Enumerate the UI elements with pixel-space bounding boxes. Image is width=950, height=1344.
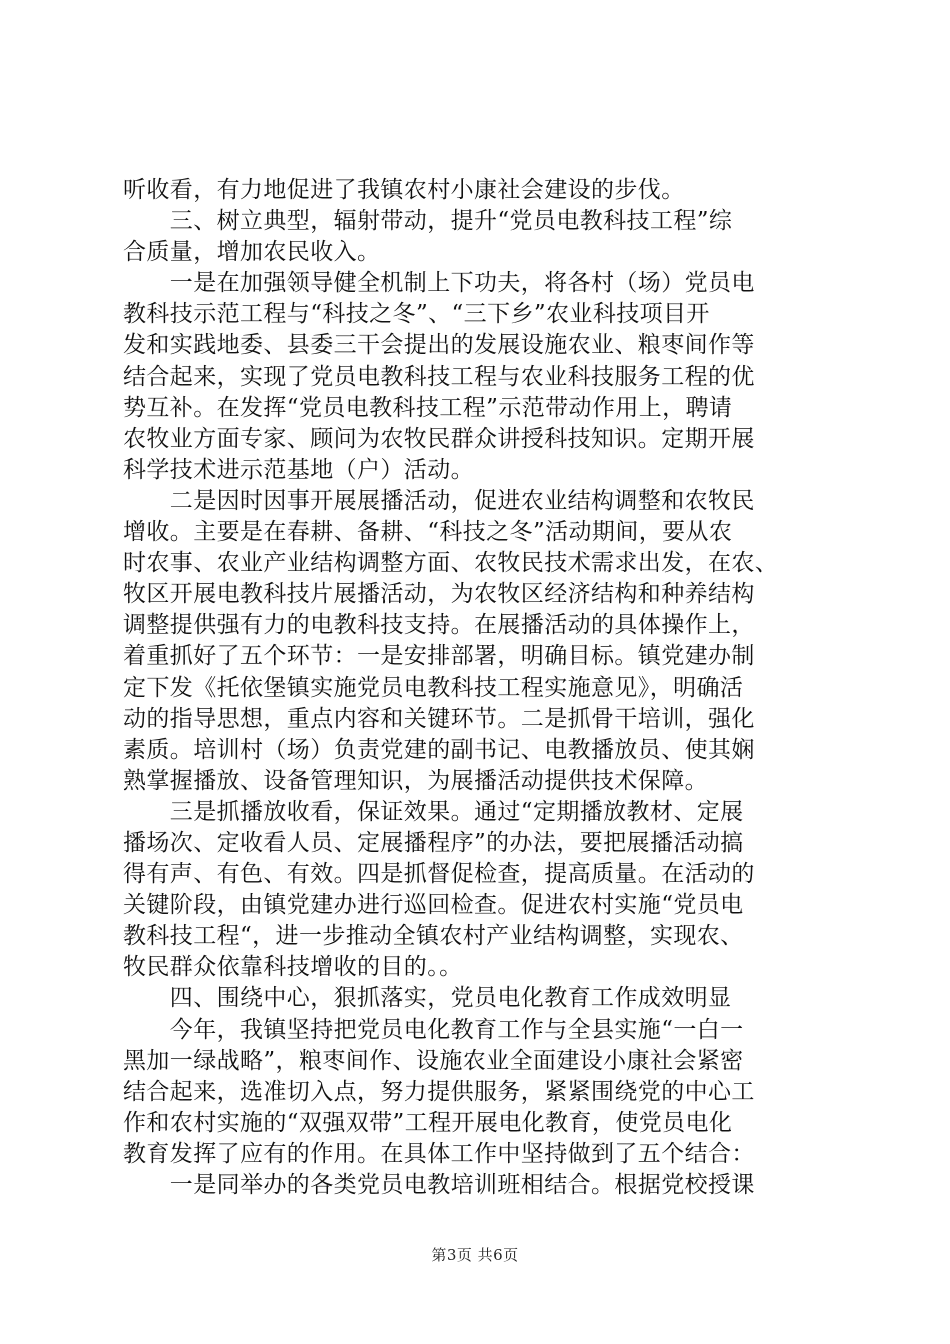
text-line: 结合起来，实现了党员电教科技工程与农业科技服务工程的优 [123, 363, 755, 390]
text-line: 听收看，有力地促进了我镇农村小康社会建设的步伐。 [123, 177, 685, 203]
text-line: 四、围绕中心，狠抓落实，党员电化教育工作成效明显 [123, 985, 732, 1012]
text-line: 牧区开展电教科技片展播活动，为农牧区经济结构和种养结构 [123, 581, 755, 608]
text-line: 势互补。在发挥“党员电教科技工程”示范带动作用上，聘请 [123, 394, 733, 421]
text-line: 得有声、有色、有效。四是抓督促检查，提高质量。在活动的 [123, 861, 755, 888]
document-body [123, 175, 833, 1201]
text-line: 定下发《托依堡镇实施党员电教科技工程实施意见》，明确活 [123, 674, 744, 701]
text-line: 教科技示范工程与“科技之冬”、“三下乡”农业科技项目开 [123, 301, 710, 328]
text-line: 今年，我镇坚持把党员电化教育工作与全县实施“一白一 [123, 1016, 744, 1043]
text-line: 科学技术进示范基地（户）活动。 [123, 456, 474, 483]
text-line: 黑加一绿战略”，粮枣间作、设施农业全面建设小康社会紧密 [123, 1047, 744, 1074]
text-line: 一是同举办的各类党员电教培训班相结合。根据党校授课 [123, 1172, 755, 1198]
text-line: 教科技工程“，进一步推动全镇农村产业结构调整，实现农、 [123, 923, 744, 950]
text-line: 时农事、农业产业结构调整方面、农牧民技术需求出发，在农、 [123, 550, 779, 577]
text-line: 三、树立典型，辐射带动，提升“党员电教科技工程”综 [123, 208, 733, 235]
text-line: 农牧业方面专家、顾问为农牧民群众讲授科技知识。定期开展 [123, 425, 755, 452]
text-line: 动的指导思想，重点内容和关键环节。二是抓骨干培训，强化 [123, 705, 755, 732]
text-line: 调整提供强有力的电教科技支持。在展播活动的具体操作上， [123, 612, 755, 639]
text-line: 发和实践地委、县委三干会提出的发展设施农业、粮枣间作等 [123, 332, 755, 359]
text-line: 牧民群众依靠科技增收的目的。。 [123, 954, 463, 981]
text-line: 着重抓好了五个环节：一是安排部署，明确目标。镇党建办制 [123, 643, 755, 670]
text-line: 熟掌握播放、设备管理知识，为展播活动提供技术保障。 [123, 767, 708, 794]
text-line: 一是在加强领导健全机制上下功夫，将各村（场）党员电 [123, 270, 755, 297]
text-line: 增收。主要是在春耕、备耕、“科技之冬”活动期间，要从农 [123, 519, 733, 546]
text-line: 结合起来，选准切入点，努力提供服务，紧紧围绕党的中心工 [123, 1078, 755, 1105]
text-line: 三是抓播放收看，保证效果。通过“定期播放教材、定展 [123, 798, 744, 825]
text-line: 作和农村实施的“双强双带”工程开展电化教育，使党员电化 [123, 1109, 733, 1136]
text-line: 教育发挥了应有的作用。在具体工作中坚持做到了五个结合： [123, 1140, 755, 1167]
text-line: 素质。培训村（场）负责党建的副书记、电教播放员、使其娴 [123, 736, 755, 763]
text-line: 二是因时因事开展展播活动，促进农业结构调整和农牧民 [123, 487, 755, 514]
text-line: 关键阶段，由镇党建办进行巡回检查。促进农村实施“党员电 [123, 892, 744, 919]
text-line: 播场次、定收看人员、定展播程序”的办法，要把展播活动搞 [123, 829, 744, 856]
page-footer: 第3页 共6页 [431, 1246, 519, 1264]
text-line: 合质量，增加农民收入。 [123, 239, 381, 266]
